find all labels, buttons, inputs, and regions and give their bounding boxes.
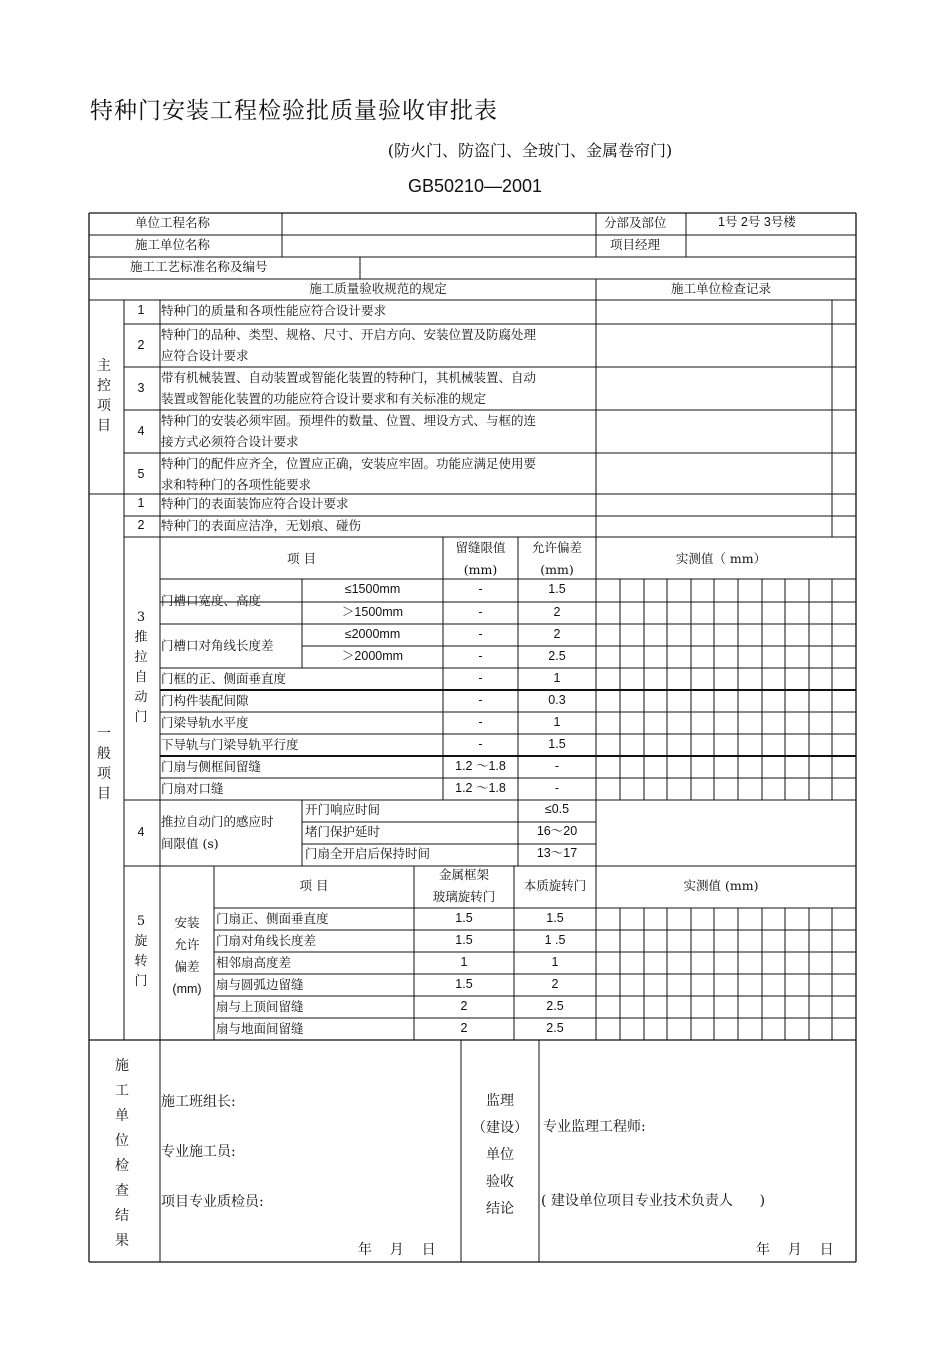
main-item-no: 2 <box>137 338 145 352</box>
item5-row-name: 扇与圆弧边留缝 <box>216 977 304 992</box>
item3-row-sub: ＞2000mm <box>341 649 404 663</box>
item4-label-line2: 间限值 (s) <box>161 836 219 851</box>
item3-row-name: 门槽口宽度、高度 <box>161 593 262 608</box>
item5-row-name: 门扇对角线长度差 <box>216 933 317 948</box>
item3-row-gap: - <box>478 671 483 685</box>
item3-row-gap: - <box>478 582 483 596</box>
record-header: 施工单位检查记录 <box>670 281 771 296</box>
item3-row-sub: ≤2000mm <box>344 627 401 641</box>
form-title: 特种门安装工程检验批质量验收审批表 <box>90 98 498 124</box>
item3-row-dev: 2 <box>553 627 561 641</box>
mid-label-2: （建设） <box>472 1120 528 1136</box>
item5-col-metal-1: 金属框架 <box>438 867 489 882</box>
item3-row-name: 门槽口对角线长度差 <box>161 638 274 653</box>
standard-code-text: GB50210—2001 <box>407 176 543 196</box>
item3-row-name: 门扇对口缝 <box>161 781 224 796</box>
project-name-label: 单位工程名称 <box>135 215 211 230</box>
main-item-text: 特种门的配件应齐全，位置应正确，安装应牢固。功能应满足使用要 <box>161 456 537 471</box>
item3-row-gap: 1.2 ～1.8 <box>455 759 506 773</box>
item4-label-line1: 推拉自动门的感应时 <box>161 814 274 829</box>
main-item-text: 接方式必须符合设计要求 <box>161 434 299 449</box>
item3-row-name: 门框的正、侧面垂直度 <box>161 671 287 686</box>
item5-row-metal: 1.5 <box>455 933 473 947</box>
main-item-no: 5 <box>137 467 145 481</box>
item3-row-dev: 0.3 <box>548 693 566 707</box>
main-item-no: 1 <box>137 303 145 317</box>
item3-row-sub: ≤1500mm <box>344 582 401 596</box>
item3-row-gap: 1.2 ～1.8 <box>455 781 506 795</box>
main-item-no: 3 <box>137 381 145 395</box>
item3-col-dev-unit: (mm) <box>540 562 574 577</box>
item5-row-wood: 2.5 <box>546 1021 564 1035</box>
main-item-text: 特种门的质量和各项性能应符合设计要求 <box>161 303 387 318</box>
item3-row-sub: ＞1500mm <box>341 605 404 619</box>
standard-label: 施工工艺标准名称及编号 <box>130 259 268 274</box>
item4-row-value: ≤0.5 <box>544 802 570 816</box>
item4-row-name: 堵门保护延时 <box>305 824 381 839</box>
subtitle-text: (防火门、防盗门、全玻门、金属卷帘门) <box>387 141 673 160</box>
supervisor-label: 专业监理工程师: <box>543 1119 646 1135</box>
item3-row-dev: - <box>554 759 560 773</box>
item5-row-metal: 1.5 <box>455 977 473 991</box>
item5-row-wood: 1 .5 <box>544 933 566 947</box>
item3-col-gap-unit: (mm) <box>463 562 498 577</box>
item5-dev-line4: (mm) <box>172 982 202 996</box>
item5-row-name: 门扇正、侧面垂直度 <box>216 911 329 926</box>
item5-row-metal: 1 <box>460 955 468 969</box>
item3-col-item: 项 目 <box>287 551 316 566</box>
item4-row-value: 13～17 <box>536 846 578 860</box>
item3-row-dev: 2.5 <box>548 649 566 663</box>
item3-row-name: 门扇与侧框间留缝 <box>161 759 262 774</box>
item3-row-gap: - <box>478 693 483 707</box>
item3-row-dev: - <box>554 781 560 795</box>
item5-col-metal-2: 玻璃旋转门 <box>432 889 496 904</box>
item5-row-metal: 2 <box>460 999 468 1013</box>
item3-row-dev: 1.5 <box>548 582 566 596</box>
item3-row-gap: - <box>478 737 483 751</box>
general-item1-text: 特种门的表面装饰应符合设计要求 <box>161 496 349 511</box>
item3-row-dev: 2 <box>553 605 561 619</box>
worker-label: 专业施工员: <box>161 1144 236 1160</box>
item5-row-wood: 2 <box>551 977 559 991</box>
item5-col-wood: 本质旋转门 <box>523 878 587 893</box>
main-item-no: 4 <box>137 424 145 438</box>
sub-project-label: 分部及部位 <box>604 215 667 230</box>
main-item-text: 应符合设计要求 <box>161 348 249 363</box>
item3-label: 3 推 拉 自 动 门 <box>134 610 148 725</box>
sub-project-value: 1号 2号 3号楼 <box>718 215 796 229</box>
item4-row-value: 16～20 <box>536 824 578 838</box>
item3-row-dev: 1 <box>553 671 561 685</box>
footer-left-label: 施 工 单 位 检 查 结 果 <box>115 1058 129 1249</box>
item3-row-gap: - <box>478 649 483 663</box>
general-items-label: 一 般 项 目 <box>97 726 111 802</box>
main-item-text: 特种门的安装必须牢固。预埋件的数量、位置、埋设方式、与框的连 <box>161 413 537 428</box>
item3-col-gap: 留缝限值 <box>455 540 506 555</box>
item3-row-dev: 1.5 <box>548 737 566 751</box>
general-item1-no: 1 <box>137 496 145 510</box>
mid-label-5: 结论 <box>486 1201 514 1217</box>
item5-dev-line1: 安装 <box>174 915 200 930</box>
item3-row-gap: - <box>478 715 483 729</box>
mid-label-3: 单位 <box>486 1147 514 1163</box>
item5-row-metal: 1.5 <box>455 911 473 925</box>
main-items-label: 主 控 项 目 <box>97 358 111 434</box>
item5-col-item: 项 目 <box>299 878 329 893</box>
date-right: 年 月 日 <box>756 1242 834 1258</box>
manager-label: 项目经理 <box>610 237 661 252</box>
inspector-label: 项目专业质检员: <box>161 1194 264 1210</box>
main-item-text: 特种门的品种、类型、规格、尺寸、开启方向、安装位置及防腐处理 <box>161 327 537 342</box>
item3-col-dev: 允许偏差 <box>531 540 582 555</box>
main-item-text: 装置或智能化装置的功能应符合设计要求和有关标准的规定 <box>161 391 487 406</box>
team-leader-label: 施工班组长: <box>161 1094 236 1110</box>
supervision-label <box>462 1088 538 1223</box>
item5-row-name: 相邻扇高度差 <box>216 955 292 970</box>
item4-row-name: 开门响应时间 <box>305 802 381 817</box>
item5-row-wood: 1.5 <box>546 911 564 925</box>
owner-rep-label: ( 建设单位项目专业技术负责人 ) <box>541 1193 766 1209</box>
item5-row-wood: 2.5 <box>546 999 564 1013</box>
item5-row-name: 扇与地面间留缝 <box>216 1021 304 1036</box>
mid-label-1: 监理 <box>486 1093 514 1109</box>
mid-label-4: 验收 <box>486 1174 514 1190</box>
item3-row-dev: 1 <box>553 715 561 729</box>
item3-row-gap: - <box>478 605 483 619</box>
item5-dev-label <box>160 912 214 1000</box>
item3-row-gap: - <box>478 627 483 641</box>
item3-col-measure: 实测值（ mm） <box>675 551 767 566</box>
item4-no: 4 <box>137 825 145 839</box>
date-left: 年 月 日 <box>358 1242 436 1258</box>
general-item2-text: 特种门的表面应洁净，无划痕、碰伤 <box>161 518 362 533</box>
item4-row-name: 门扇全开启后保持时间 <box>305 846 431 861</box>
main-item-text: 带有机械装置、自动装置或智能化装置的特种门，其机械装置、自动 <box>161 370 537 385</box>
item5-row-name: 扇与上顶间留缝 <box>216 999 304 1014</box>
main-item-text: 求和特种门的各项性能要求 <box>161 477 312 492</box>
item3-row-name: 下导轨与门梁导轨平行度 <box>161 737 299 752</box>
general-item2-no: 2 <box>137 518 145 532</box>
contractor-label: 施工单位名称 <box>135 237 211 252</box>
item5-col-measure: 实测值 (mm) <box>683 878 759 893</box>
item3-row-name: 门梁导轨水平度 <box>161 715 249 730</box>
item5-row-wood: 1 <box>551 955 559 969</box>
item5-label: 5 旋 转 门 <box>134 914 148 989</box>
item5-dev-line3: 偏差 <box>174 959 200 974</box>
item5-dev-line2: 允许 <box>174 937 200 952</box>
item3-row-name: 门构件装配间隙 <box>161 693 249 708</box>
spec-header: 施工质量验收规范的规定 <box>309 281 447 296</box>
item5-row-metal: 2 <box>460 1021 468 1035</box>
